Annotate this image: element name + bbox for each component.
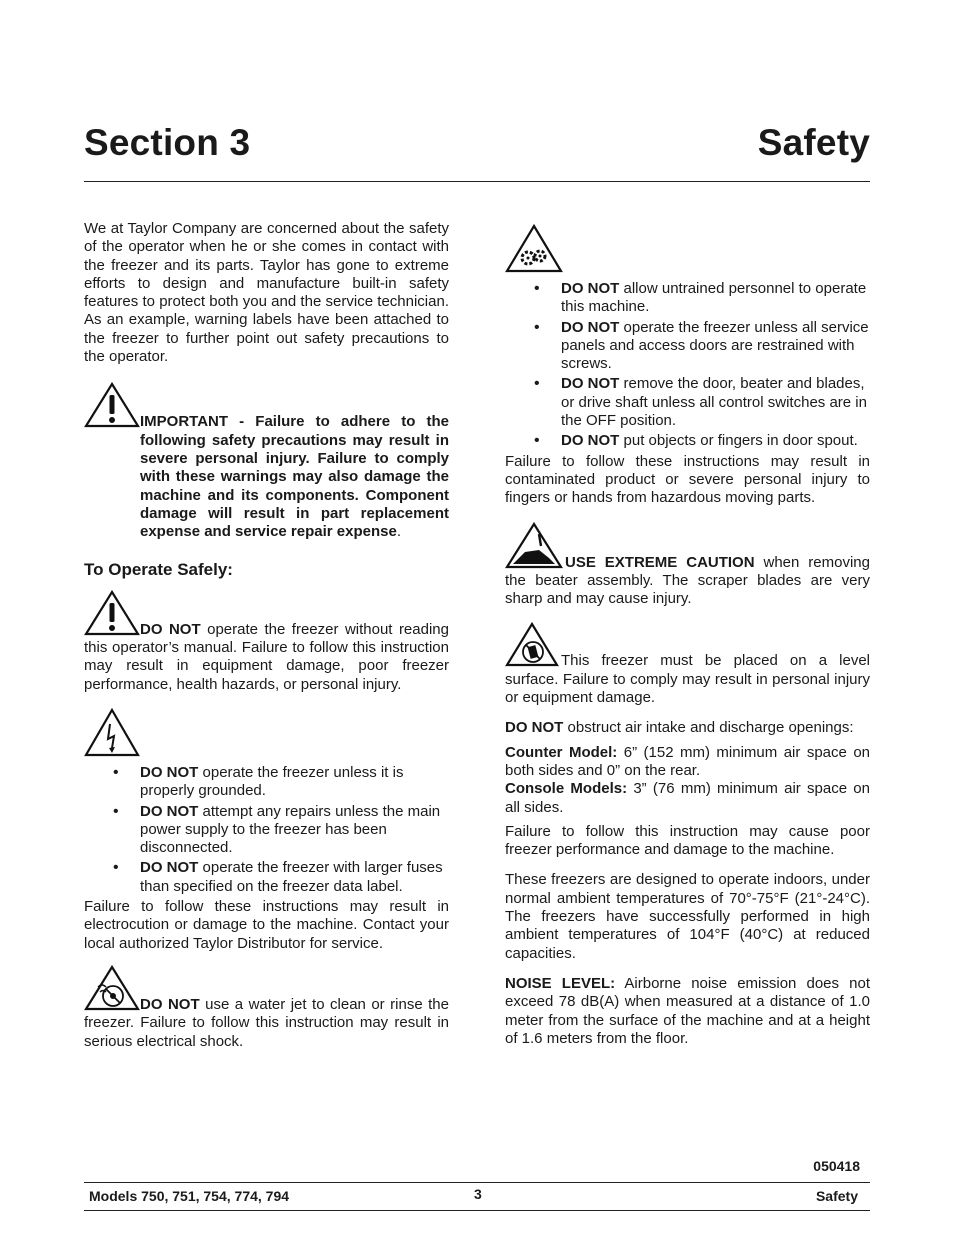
noise-text: Airborne noise emission does not exceed 78 dB(A) when measured at a distance of 1.0 meter from the surface of the machine and at a height of 1.6 meters from the floor. xyxy=(505,974,870,1047)
manual-text: operate the freezer without reading this operator’s manual. Failure to follow this instruction may result in equipment damage, poor freezer performance, health hazards, or personal injury. xyxy=(84,620,449,693)
moving-parts-hazard-icon xyxy=(505,224,563,274)
header-rule xyxy=(84,181,870,182)
moving-parts-bullet-list xyxy=(505,280,870,451)
document-number: 050418 xyxy=(813,1158,860,1174)
footer-section: Safety xyxy=(815,1188,858,1204)
level-surface-warning xyxy=(505,622,870,707)
water-text: use a water jet to clean or rinse the freezer. Failure to follow this instruction may result in serious electrical shock. xyxy=(84,995,449,1050)
footer-rule-bottom xyxy=(84,1210,870,1211)
list-item: • DO NOT allow untrained personnel to operate this machine. xyxy=(561,280,870,317)
electrical-warning xyxy=(84,708,449,953)
noise-label: NOISE LEVEL: xyxy=(505,974,616,992)
moving-parts-warning xyxy=(505,224,870,508)
intro-paragraph: We at Taylor Company are concerned about the safety of the operator when he or she comes in contact with the freezer and its parts. Taylor has gone to extreme efforts to design and manufacture built-in safety features to protect both you and the service technician. As an example, warning labels have been attached to the freezer to further point out safety precautions to the operator. xyxy=(84,220,449,366)
counter-label: Counter Model: xyxy=(505,743,618,761)
important-end: . xyxy=(396,523,401,541)
water-warning xyxy=(84,965,449,1051)
models-label: Models 750, 751, 754, 774, 794 xyxy=(89,1188,290,1204)
footer-rule-top xyxy=(84,1182,870,1183)
air-do-not: DO NOT xyxy=(505,719,564,737)
page-number: 3 xyxy=(474,1186,482,1202)
important-text: IMPORTANT - Failure to adhere to the following safety precautions may result in severe personal injury. Failure to comply with these warnings may also damage the machine and its components. Component damage will result in part replacement expense and service repair expense xyxy=(140,413,449,541)
console-model-text xyxy=(505,780,870,817)
moving-parts-consequence: Failure to follow these instructions may result in contaminated product or severe personal injury to fingers or hands from hazardous moving parts. xyxy=(505,452,870,507)
list-item: • DO NOT operate the freezer with larger fuses than specified on the freezer data label. xyxy=(140,859,449,896)
noise-level-text xyxy=(505,975,870,1048)
section-number: Section 3 xyxy=(84,122,251,163)
right-column xyxy=(505,224,870,1048)
list-item: • DO NOT operate the freezer unless it is properly grounded. xyxy=(140,764,449,801)
air-text: obstruct air intake and discharge openings: xyxy=(563,719,854,737)
manual-warning xyxy=(84,590,449,694)
caution-label: USE EXTREME CAUTION xyxy=(565,553,755,571)
list-item: • DO NOT put objects or fingers in door spout. xyxy=(561,432,870,450)
air-consequence: Failure to follow this instruction may cause poor freezer performance and damage to the machine. xyxy=(505,822,870,859)
electrical-hazard-icon xyxy=(84,708,140,758)
air-openings-text xyxy=(505,719,870,737)
caution-text: when removing the beater assembly. The scraper blades are very sharp and may cause injury. xyxy=(505,553,870,608)
page-title: Safety xyxy=(757,122,870,163)
level-surface-text: This freezer must be placed on a level surface. Failure to comply may result in personal injury or equipment damage. xyxy=(505,652,870,707)
console-text: 3” (76 mm) minimum air space on all sides. xyxy=(505,780,870,816)
manual-do-not: DO NOT xyxy=(140,620,201,638)
list-item: • DO NOT attempt any repairs unless the main power supply to the freezer has been disconnected. xyxy=(140,803,449,858)
console-label: Console Models: xyxy=(505,780,628,798)
important-warning xyxy=(84,382,449,541)
counter-model-text xyxy=(505,744,870,781)
list-item: • DO NOT operate the freezer unless all service panels and access doors are restrained with screws. xyxy=(561,319,870,374)
temperature-text: These freezers are designed to operate indoors, under normal ambient temperatures of 70°-75°F (21°-24°C). The freezers have successfully performed in high ambient temperatures of 104°F (40°C) at reduced capacities. xyxy=(505,871,870,962)
electrical-bullet-list xyxy=(84,764,449,896)
electrical-consequence: Failure to follow these instructions may result in electrocution or damage to the machine. Contact your local authorized Taylor Distributor for service. xyxy=(84,898,449,952)
water-do-not: DO NOT xyxy=(140,995,200,1013)
left-column xyxy=(84,220,449,1051)
caution-warning xyxy=(505,522,870,609)
counter-text: 6” (152 mm) minimum air space on both sides and 0” on the rear. xyxy=(505,743,870,779)
operate-safely-heading: To Operate Safely: xyxy=(84,560,233,580)
list-item: • DO NOT remove the door, beater and blades, or drive shaft unless all control switches are in the OFF position. xyxy=(561,375,870,430)
